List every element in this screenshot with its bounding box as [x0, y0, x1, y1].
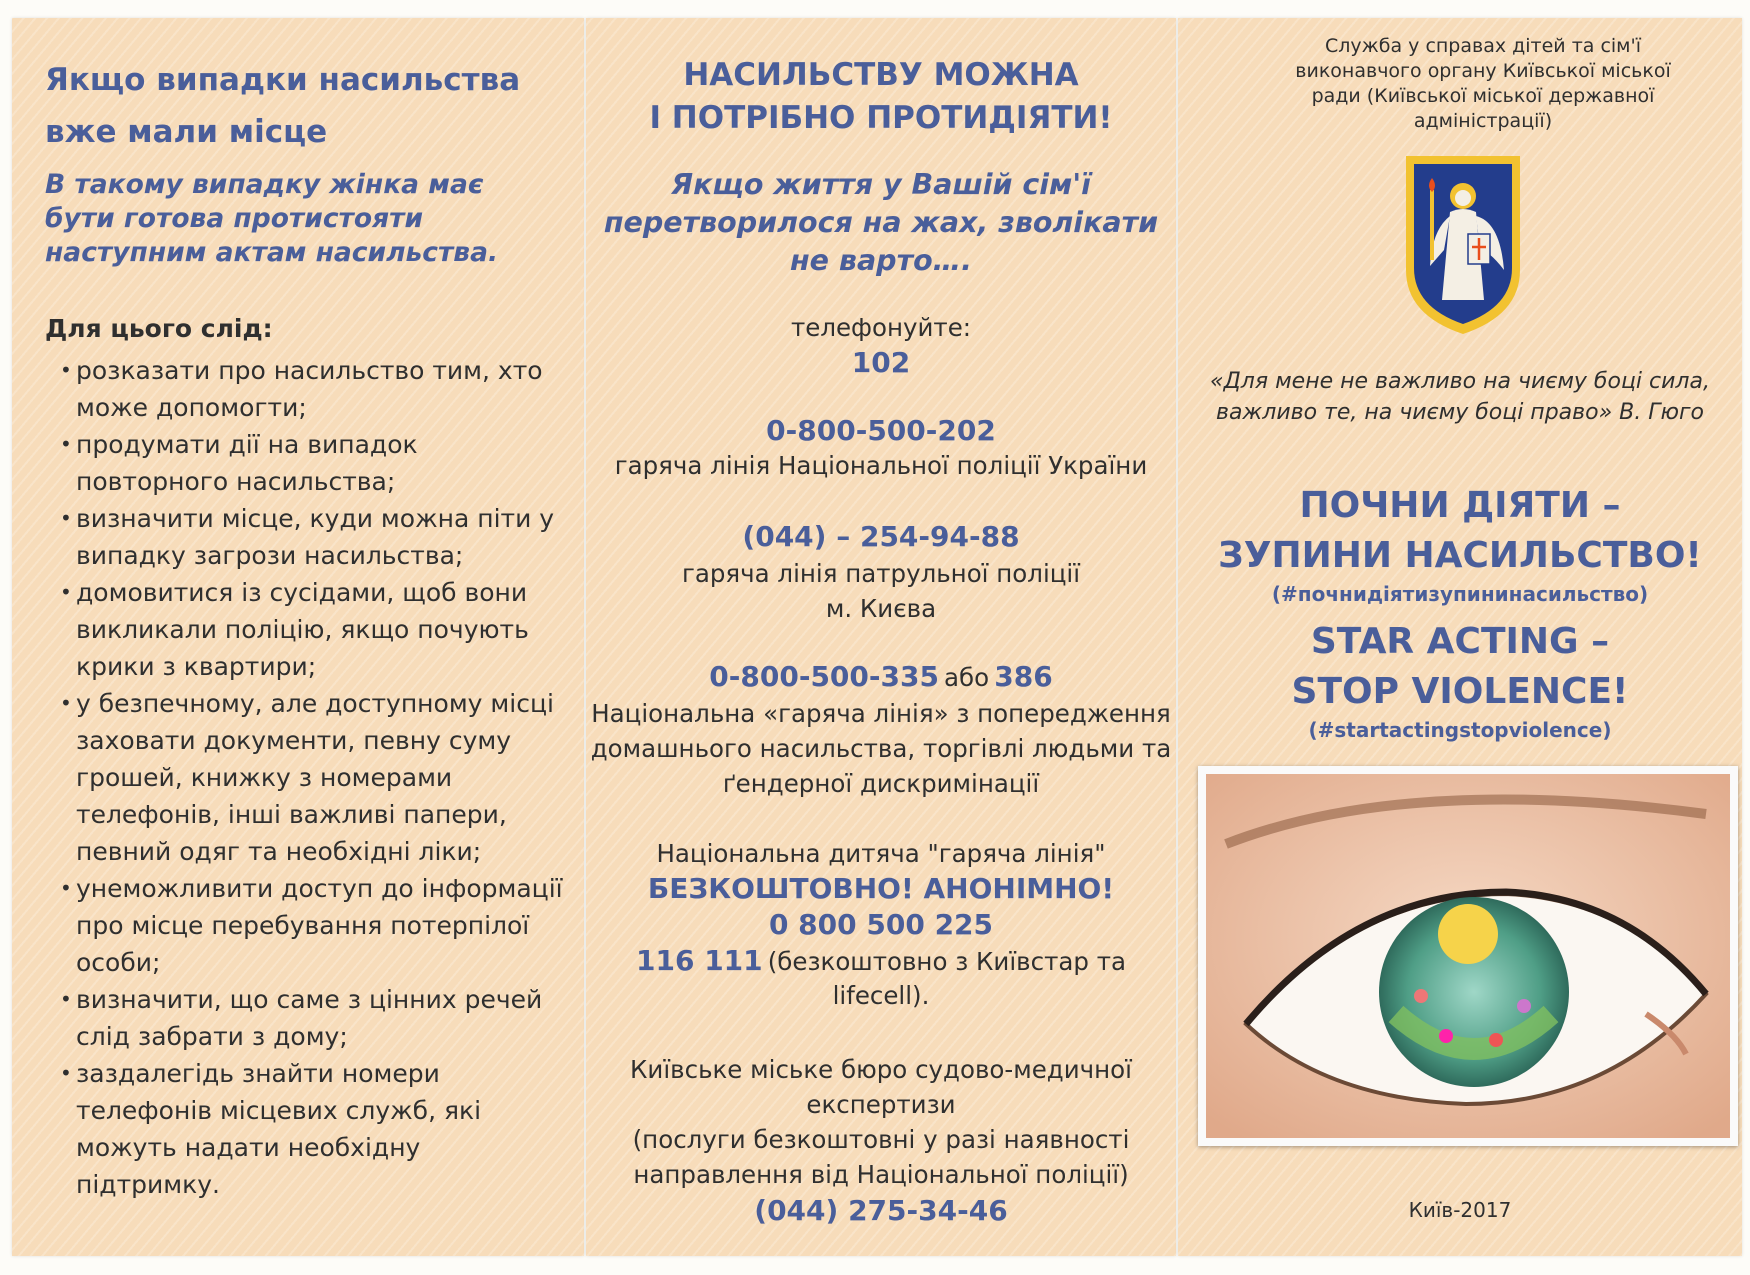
phone-102: 102	[851, 346, 911, 379]
dv-desc: Національна «гаряча лінія» з попередження	[591, 699, 1171, 728]
child-short-row	[586, 942, 1176, 980]
middle-title-line: І ПОТРІБНО ПРОТИДІЯТИ!	[649, 100, 1113, 136]
org-line: адміністрації)	[1413, 110, 1553, 132]
left-panel	[12, 18, 584, 1256]
child-note-2: lifecell).	[832, 981, 930, 1010]
left-title: Якщо випадки насильства вже мали місце	[45, 62, 521, 150]
eye-drawing-icon	[1206, 774, 1730, 1138]
org-line: виконавчого органу Київської міської	[1295, 60, 1671, 82]
hugo-quote	[1178, 366, 1742, 428]
middle-title	[586, 54, 1176, 140]
left-lead: В такому випадку жінка має бути готова протистояти наступним актам насильства.	[45, 169, 499, 268]
dv-short-number: 386	[994, 660, 1053, 693]
bureau-desc: Київське міське бюро судово-медичної	[630, 1055, 1132, 1084]
middle-lead-line: не варто….	[789, 244, 973, 277]
dv-desc: домашнього насильства, торгівлі людьми та	[590, 734, 1172, 763]
quote-line: «Для мене не важливо на чиєму боці сила,	[1210, 369, 1710, 394]
patrol-desc: гаряча лінія патрульної поліції	[681, 559, 1081, 588]
bureau-number: (044) 275-34-46	[754, 1194, 1008, 1227]
list-item: • у безпечному, але доступному місці заховати документи, певну суму грошей, книжку з номерами телефонів, інші важливі папери, певний одяг та необхідні ліки;	[60, 685, 570, 870]
list-item: • продумати дії на випадок повторного насильства;	[60, 426, 570, 500]
dv-hotline-row	[586, 658, 1176, 696]
police-hotline-desc: гаряча лінія Національної поліції України	[614, 451, 1148, 480]
list-item: • визначити місце, куди можна піти у випадку загрози насильства;	[60, 500, 570, 574]
child-hotline-title: Національна дитяча "гаряча лінія"	[656, 839, 1106, 868]
organization-name	[1273, 34, 1693, 134]
middle-panel	[586, 18, 1176, 1256]
police-hotline-number: 0-800-500-202	[766, 414, 996, 447]
quote-line: важливо те, на чиєму боці право» В. Гюго	[1215, 400, 1705, 425]
list-item: • домовитися із сусідами, щоб вони викликали поліцію, якщо почують крики з квартири;	[60, 574, 570, 685]
right-panel	[1178, 18, 1742, 1256]
middle-title-line: НАСИЛЬСТВУ МОЖНА	[683, 57, 1079, 93]
middle-lead-line: Якщо життя у Вашій сім'ї	[671, 168, 1091, 201]
child-short-number: 116 111	[636, 944, 763, 977]
middle-lead	[586, 166, 1176, 280]
call-label: телефонуйте:	[790, 313, 972, 342]
slogan-en-line1: STAR ACTING –	[1310, 621, 1610, 662]
list-item: • визначити, що саме з цінних речей слід забрати з дому;	[60, 981, 570, 1055]
org-line: Служба у справах дітей та сім'ї	[1324, 35, 1642, 57]
slogan-ua-line1: ПОЧНИ ДІЯТИ –	[1299, 485, 1621, 526]
dv-hotline-number: 0-800-500-335	[709, 660, 939, 693]
advice-list	[60, 352, 570, 1203]
bureau-desc: експертизи	[806, 1090, 956, 1119]
dv-or: або	[944, 663, 990, 692]
child-free-anon: БЕЗКОШТОВНО! АНОНІМНО!	[647, 872, 1115, 905]
slogan-ua-line2: ЗУПИНИ НАСИЛЬСТВО!	[1218, 535, 1702, 576]
city-year: Київ-2017	[1408, 1198, 1512, 1222]
kyiv-coat-of-arms-icon	[1400, 150, 1526, 338]
hashtag-ua: (#почнидіятизупининасильство)	[1271, 582, 1649, 606]
slogan-en-line2: STOP VIOLENCE!	[1291, 671, 1629, 712]
org-line: ради (Київської міської державної	[1311, 85, 1655, 107]
dv-desc: ґендерної дискримінації	[722, 769, 1040, 798]
eye-illustration	[1198, 766, 1738, 1146]
middle-lead-line: перетворилося на жах, зволікати	[603, 206, 1159, 239]
list-item: • унеможливити доступ до інформації про місце перебування потерпілої особи;	[60, 870, 570, 981]
list-item: • заздалегідь знайти номери телефонів місцевих служб, які можуть надати необхідну підтримку.	[60, 1055, 570, 1203]
list-item: • розказати про насильство тим, хто може допомогти;	[60, 352, 570, 426]
child-note: (безкоштовно з Київстар та	[767, 947, 1126, 976]
hashtag-en: (#startactingstopviolence)	[1308, 718, 1612, 742]
child-hotline-number: 0 800 500 225	[768, 908, 994, 941]
bureau-desc: направлення від Національної поліції)	[633, 1160, 1129, 1189]
bureau-desc: (послуги безкоштовні у разі наявності	[632, 1125, 1130, 1154]
patrol-desc-city: м. Києва	[825, 594, 937, 623]
for-this-label: Для цього слід:	[45, 314, 273, 343]
patrol-number: (044) – 254-94-88	[742, 520, 1020, 553]
